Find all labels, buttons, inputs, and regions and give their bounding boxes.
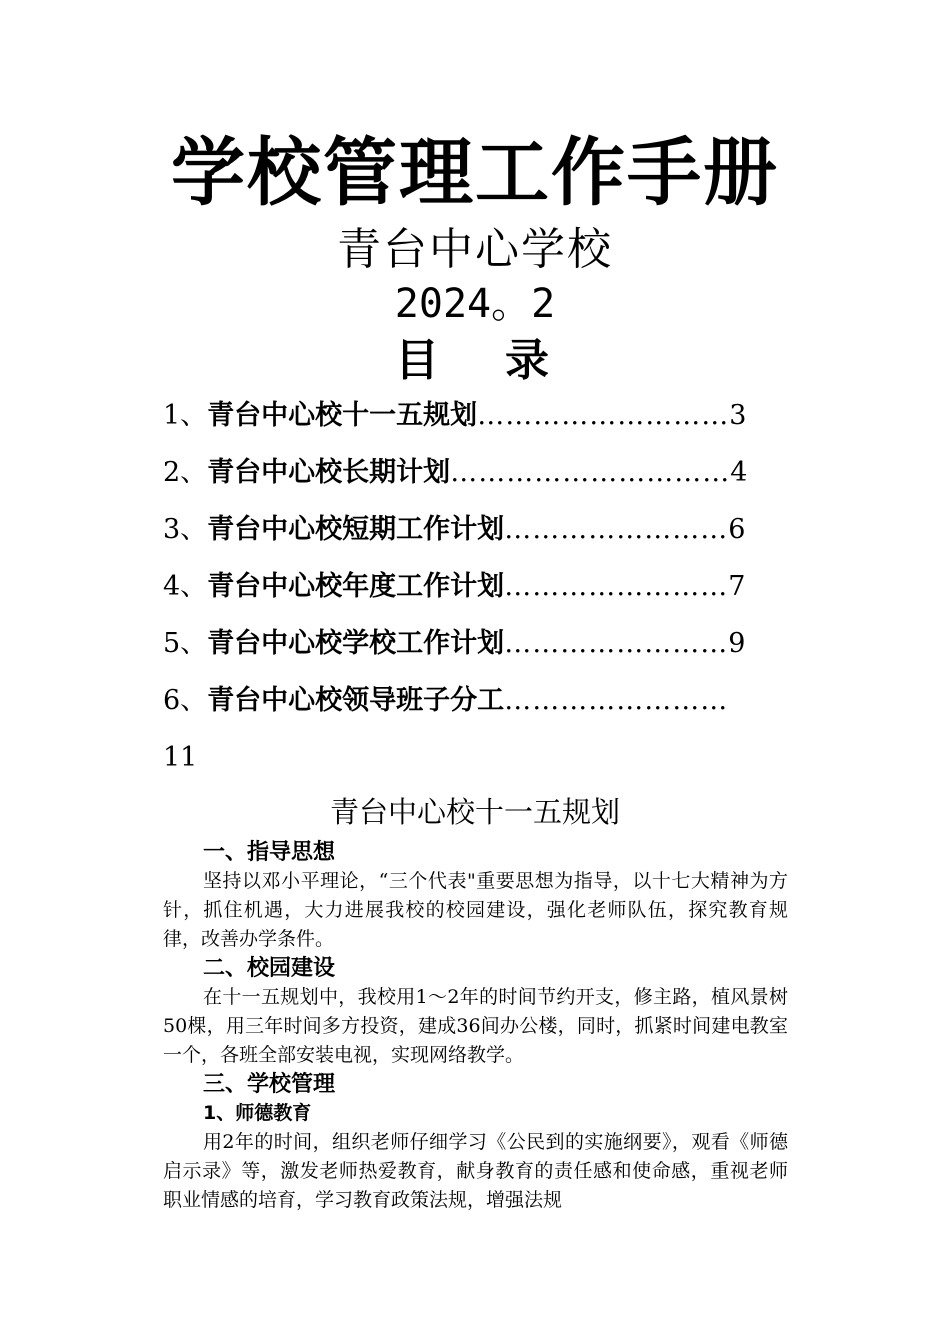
- subsection-heading: 1、师德教育: [203, 1102, 312, 1124]
- toc-heading-char-1: 目: [395, 335, 439, 386]
- toc-heading-char-2: 录: [505, 335, 549, 386]
- section-heading: 二、校园建设: [203, 956, 336, 981]
- table-of-contents: [163, 392, 803, 734]
- toc-entry[interactable]: [163, 677, 803, 734]
- toc-entry-number: 1、: [163, 400, 208, 431]
- toc-entry-page: 9: [728, 628, 746, 659]
- paragraph: 在十一五规划中，我校用1～2年的时间节约开支，修主路，植风景树50棵，用三年时间多方投资，建成36间办公楼，同时，抓紧时间建电教室一个，各班全部安装电视，实现网络教学。: [163, 986, 788, 1066]
- toc-entry-leader: ……………………: [504, 514, 729, 545]
- toc-entry-label: 青台中心校年度工作计划: [207, 571, 505, 602]
- toc-entry-number: 2、: [163, 457, 208, 488]
- toc-entry-page: 3: [729, 400, 747, 431]
- toc-entry-label: 青台中心校十一五规划: [207, 400, 478, 431]
- toc-entry-page: 6: [728, 514, 746, 545]
- toc-entry[interactable]: [163, 449, 803, 506]
- section-heading: 三、学校管理: [203, 1072, 336, 1097]
- toc-heading: [395, 333, 549, 389]
- toc-entry-page: 4: [730, 457, 748, 488]
- toc-entry-label: 青台中心校短期工作计划: [207, 514, 505, 545]
- toc-entry-page-wrapped: 11: [163, 742, 198, 773]
- document-date: 2024。2: [394, 281, 556, 327]
- toc-entry-label: 青台中心校长期计划: [207, 457, 451, 488]
- toc-entry-number: 6、: [163, 685, 208, 716]
- toc-entry-leader: ……………………: [504, 685, 729, 716]
- toc-entry-leader: ……………………: [504, 628, 729, 659]
- toc-entry-number: 5、: [163, 628, 208, 659]
- document-title: 学校管理工作手册: [171, 130, 779, 216]
- toc-entry-page: 7: [728, 571, 746, 602]
- toc-entry-label: 青台中心校学校工作计划: [207, 628, 505, 659]
- paragraph: 用2年的时间，组织老师仔细学习《公民到的实施纲要》，观看《师德启示录》等，激发老师热爱教育，献身教育的责任感和使命感，重视老师职业情感的培育，学习教育政策法规，增强法规: [163, 1131, 788, 1211]
- toc-entry-leader: …………………………: [450, 457, 731, 488]
- toc-entry[interactable]: [163, 392, 803, 449]
- section-heading: 一、指导思想: [203, 840, 336, 865]
- toc-entry-number: 4、: [163, 571, 208, 602]
- school-name: 青台中心学校: [337, 224, 613, 275]
- toc-entry-leader: ……………………: [504, 571, 729, 602]
- toc-entry[interactable]: [163, 506, 803, 563]
- toc-entry[interactable]: [163, 563, 803, 620]
- document-body: [163, 838, 788, 1215]
- toc-entry[interactable]: [163, 620, 803, 677]
- toc-entry-number: 3、: [163, 514, 208, 545]
- section-title: 青台中心校十一五规划: [329, 795, 620, 829]
- toc-entry-leader: ………………………: [477, 400, 730, 431]
- paragraph: 坚持以邓小平理论，“三个代表"重要思想为指导，以十七大精神为方针，抓住机遇，大力进展我校的校园建设，强化老师队伍，探究教育规律，改善办学条件。: [163, 870, 788, 950]
- toc-entry-label: 青台中心校领导班子分工: [207, 685, 505, 716]
